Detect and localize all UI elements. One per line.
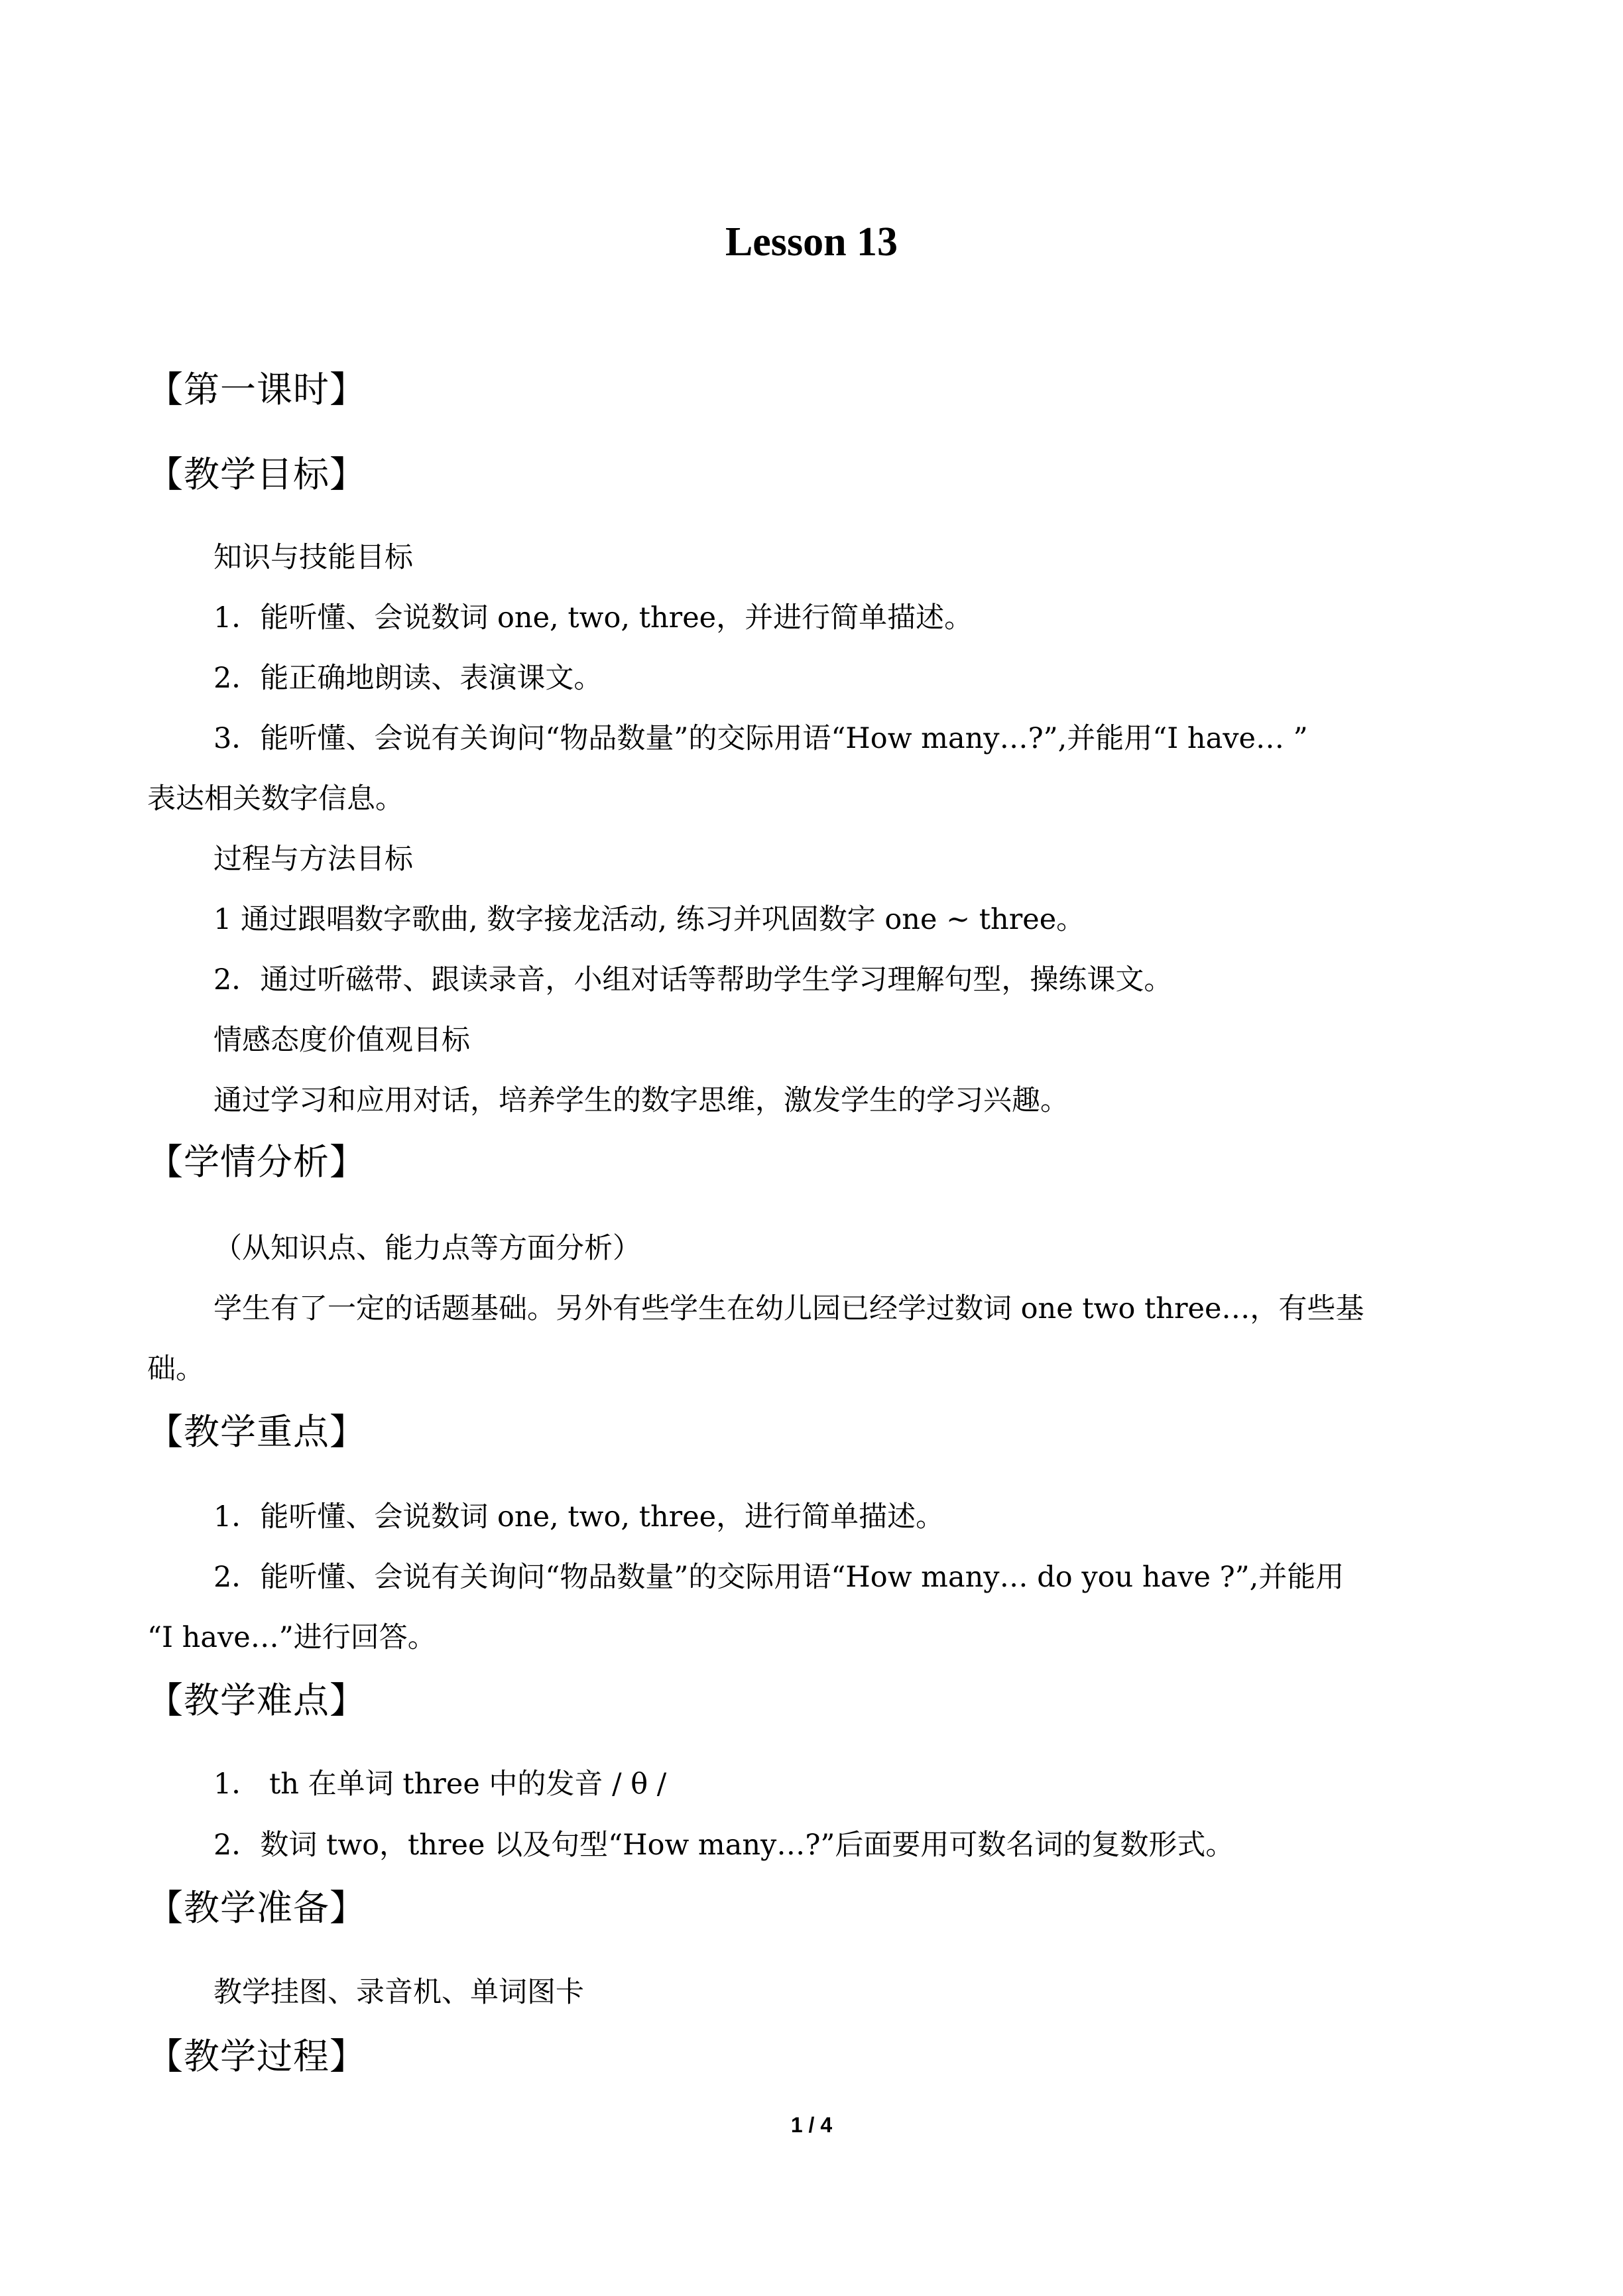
learner-analysis-text: 学生有了一定的话题基础。另外有些学生在幼儿园已经学过数词 one two three…，有些基 [213,1292,1364,1325]
section-heading-key-points: 【教学重点】 [147,1411,366,1453]
difficulty-item-1: 1． th 在单词 three 中的发音 / θ / [213,1768,667,1801]
key-point-item-2: 2．能听懂、会说有关询问“物品数量”的交际用语“How many… do you have ?”,并能用 [213,1561,1345,1594]
objective-item-3-continued: 表达相关数字信息。 [147,782,404,816]
emotion-item-1: 通过学习和应用对话，培养学生的数字思维，激发学生的学习兴趣。 [213,1084,1069,1117]
key-point-item-2-continued: “I have…”进行回答。 [147,1621,436,1654]
difficulty-item-2: 2．数词 two，three 以及句型“How many…?”后面要用可数名词的复数形式。 [213,1829,1234,1862]
section-heading-period: 【第一课时】 [147,369,366,410]
process-item-2: 2．通过听磁带、跟读录音，小组对话等帮助学生学习理解句型，操练课文。 [213,963,1173,997]
process-methods-heading: 过程与方法目标 [213,843,413,876]
learner-analysis-note: （从知识点、能力点等方面分析） [213,1232,641,1265]
emotion-values-heading: 情感态度价值观目标 [213,1024,470,1057]
page-number: 1 / 4 [790,2113,833,2137]
objective-item-3: 3．能听懂、会说有关询问“物品数量”的交际用语“How many…?”,并能用“I have… ” [213,722,1308,755]
objective-item-1: 1．能听懂、会说数词 one, two, three，并进行简单描述。 [213,601,973,634]
knowledge-skills-heading: 知识与技能目标 [213,541,413,574]
document-title: Lesson 13 [725,219,898,265]
section-heading-learner-analysis: 【学情分析】 [147,1141,366,1183]
section-heading-process: 【教学过程】 [147,2035,366,2077]
objective-item-2: 2．能正确地朗读、表演课文。 [213,662,603,695]
learner-analysis-text-continued: 础。 [147,1353,204,1386]
section-heading-objectives: 【教学目标】 [147,453,366,495]
preparation-items: 教学挂图、录音机、单词图卡 [213,1976,584,2009]
section-heading-difficulties: 【教学难点】 [147,1679,366,1721]
key-point-item-1: 1．能听懂、会说数词 one, two, three，进行简单描述。 [213,1500,945,1534]
section-heading-preparation: 【教学准备】 [147,1887,366,1929]
process-item-1: 1 通过跟唱数字歌曲, 数字接龙活动, 练习并巩固数字 one ~ three。 [213,903,1085,936]
